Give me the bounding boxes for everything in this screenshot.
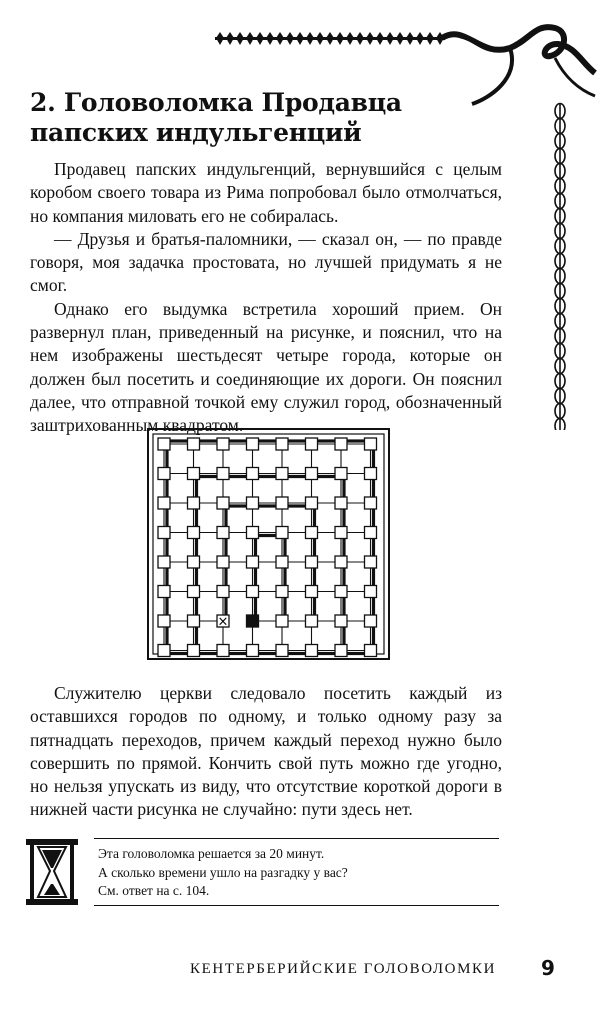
city-square — [335, 468, 347, 480]
city-square — [217, 645, 229, 657]
info-box — [98, 845, 498, 901]
running-footer-title: КЕНТЕРБЕРИЙСКИЕ ГОЛОВОЛОМКИ — [190, 961, 497, 977]
info-divider-bottom — [94, 905, 499, 906]
paragraph: — Друзья и братья-паломники, — сказал он, — по правде говоря, моя задачка простовата, но лучшей придумать я не смог. — [30, 228, 502, 296]
city-square — [306, 438, 318, 450]
city-square — [217, 527, 229, 539]
title-line-1: 2. Головоломка Продавца — [30, 88, 402, 117]
city-square — [247, 497, 259, 509]
map-outer-frame — [148, 429, 389, 659]
city-square — [158, 556, 170, 568]
city-square — [365, 438, 377, 450]
route-third-ring — [226, 506, 315, 624]
story-text-bottom — [30, 682, 502, 822]
city-square — [247, 438, 259, 450]
city-square — [158, 645, 170, 657]
city-square — [158, 586, 170, 598]
city-square — [158, 438, 170, 450]
city-square — [217, 468, 229, 480]
info-answer-ref: См. ответ на с. 104. — [98, 883, 210, 898]
city-square — [335, 556, 347, 568]
city-square — [335, 527, 347, 539]
side-rope-ornament — [548, 100, 572, 430]
route-inner-ring — [256, 536, 286, 622]
city-square — [306, 556, 318, 568]
paragraph: Продавец папских индульгенций, вернувшийся с целым коробом своего товара из Рима попробовал было отмолчаться, но компания миловать его не собиралась. — [30, 159, 502, 226]
city-square — [306, 645, 318, 657]
city-square — [306, 468, 318, 480]
info-question-line: А сколько времени ушло на разгадку у вас? — [98, 864, 348, 880]
city-square — [335, 615, 347, 627]
city-square — [306, 586, 318, 598]
city-square — [335, 438, 347, 450]
puzzle-map-figure — [147, 428, 390, 660]
city-square — [217, 556, 229, 568]
city-square — [217, 438, 229, 450]
city-square — [188, 556, 200, 568]
city-square — [365, 615, 377, 627]
city-square — [276, 468, 288, 480]
city-square — [276, 438, 288, 450]
city-square — [188, 645, 200, 657]
info-divider-top — [94, 838, 499, 839]
city-square — [276, 615, 288, 627]
paragraph: Однако его выдумка встретила хороший прием. Он развернул план, приведенный на рисунке, и пояснил, что на нем изображены шестьдесят четыре города, которые он должен был посетить и соединяющие их дороги. Он пояснил далее, что отправной точкой ему служил город, обозначенный заштрихованным квадратом. — [30, 298, 502, 436]
page-title — [30, 88, 530, 148]
city-square — [276, 586, 288, 598]
city-square — [306, 497, 318, 509]
city-square — [217, 497, 229, 509]
city-square — [188, 615, 200, 627]
city-square — [335, 497, 347, 509]
story-text-top — [30, 158, 502, 438]
city-square — [365, 586, 377, 598]
page-number: 9 — [541, 956, 555, 980]
city-square — [365, 645, 377, 657]
city-square — [276, 645, 288, 657]
city-square — [188, 527, 200, 539]
city-square — [247, 468, 259, 480]
city-square — [158, 615, 170, 627]
city-square — [188, 438, 200, 450]
city-square — [217, 586, 229, 598]
city-square — [365, 497, 377, 509]
city-square — [306, 615, 318, 627]
title-line-2: папских индульгенций — [30, 118, 362, 147]
city-square — [158, 527, 170, 539]
city-square — [188, 468, 200, 480]
city-square — [276, 497, 288, 509]
city-square — [335, 586, 347, 598]
start-city — [247, 615, 259, 627]
city-square — [365, 468, 377, 480]
city-square — [158, 468, 170, 480]
city-square — [276, 556, 288, 568]
city-square — [247, 527, 259, 539]
info-time-line: Эта головоломка решается за 20 минут. — [98, 846, 325, 861]
city-square — [188, 497, 200, 509]
hourglass-icon — [24, 838, 80, 906]
city-square — [158, 497, 170, 509]
city-square — [335, 645, 347, 657]
paragraph: Служителю церкви следовало посетить каждый из оставшихся городов по одному, и только одному разу за пятнадцать переходов, причем каждый переход нужно было совершить по прямой. Кончить свой путь можно где угодно, но нельзя упускать из виду, что отсутствие короткой дороги в нижней части рисунка не случайно: пути здесь нет. — [30, 683, 502, 820]
city-square — [276, 527, 288, 539]
city-square — [365, 556, 377, 568]
city-square — [247, 586, 259, 598]
marked-city-symbol: × — [217, 614, 229, 630]
city-square — [247, 556, 259, 568]
city-square — [306, 527, 318, 539]
city-square — [188, 586, 200, 598]
city-square — [247, 645, 259, 657]
city-square — [365, 527, 377, 539]
